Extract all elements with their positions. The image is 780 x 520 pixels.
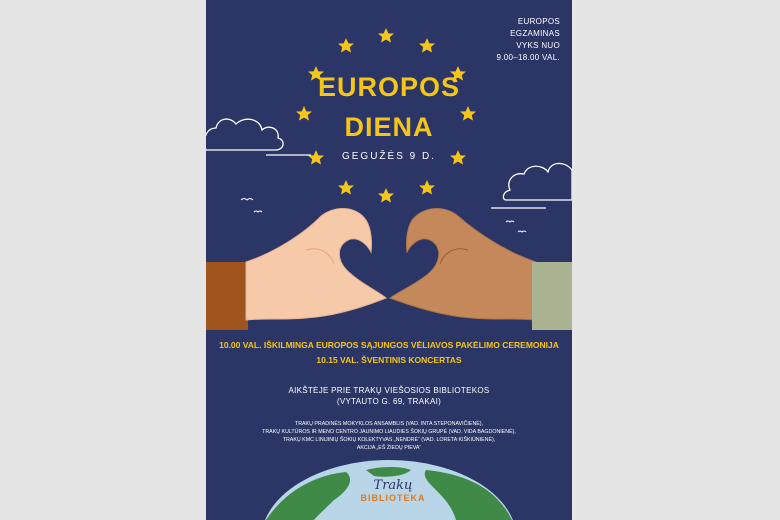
exam-line: EUROPOS: [517, 17, 560, 26]
poster: [206, 0, 572, 520]
title-line-2: DIENA: [344, 112, 434, 142]
exam-notice: [440, 16, 560, 64]
star-icon: [378, 28, 394, 43]
place-line: (VYTAUTO G. 69, TRAKAI): [336, 397, 442, 406]
event-item: [206, 353, 572, 368]
bird-icon: [241, 199, 526, 233]
exam-line: VYKS NUO: [516, 41, 560, 50]
event-text: ŠVENTINIS KONCERTAS: [361, 355, 462, 365]
exam-line: EGZAMINAS: [510, 29, 560, 38]
events-list: [206, 338, 572, 368]
place-line: AIKŠTĖJE PRIE TRAKŲ VIEŠOSIOS BIBLIOTEKOS: [288, 386, 490, 395]
star-icon: [378, 188, 394, 203]
library-logo: [348, 478, 438, 503]
event-text: IŠKILMINGA EUROPOS SĄJUNGOS VĖLIAVOS PAKĖLIMO CEREMONIJA: [263, 340, 559, 350]
event-time: 10.00 VAL.: [219, 340, 262, 350]
event-place: [206, 385, 572, 407]
event-time: 10.15 VAL.: [316, 355, 359, 365]
participant-item: TRAKŲ KMC LINIJINIŲ ŠOKIŲ KOLEKTYVAS „NENDRĖ“ (VAD. LORETA KIŠKIŪNIENĖ),: [282, 437, 496, 443]
participant-item: TRAKŲ KULTŪROS IR MENO CENTRO JAUNIMO LIAUDIES ŠOKIŲ GRUPĖ (VAD. VIDA BAGDONIENĖ),: [262, 429, 516, 435]
exam-line: 9.00–18.00 VAL.: [496, 53, 560, 62]
event-item: [206, 338, 572, 353]
participants-list: [206, 420, 572, 452]
logo-line-2: BIBLIOTEKA: [360, 493, 426, 503]
star-icon: [419, 180, 435, 195]
logo-line-1: Trakų: [373, 478, 413, 493]
participant-item: TRAKŲ PRADINĖS MOKYKLOS ANSAMBLIS (VAD. INTA STEPONAVIČIENĖ),: [294, 421, 484, 427]
title-line-1: EUROPOS: [317, 72, 461, 102]
participant-item: AKCIJA „EŠ ŽIEDŲ PIEVA“: [356, 445, 422, 451]
cloud-icon: [491, 163, 572, 208]
star-icon: [338, 180, 354, 195]
heart-hands-icon: [206, 209, 572, 330]
star-icon: [419, 38, 435, 53]
event-date: GEGUŽĖS 9 D.: [341, 151, 436, 162]
star-icon: [338, 38, 354, 53]
